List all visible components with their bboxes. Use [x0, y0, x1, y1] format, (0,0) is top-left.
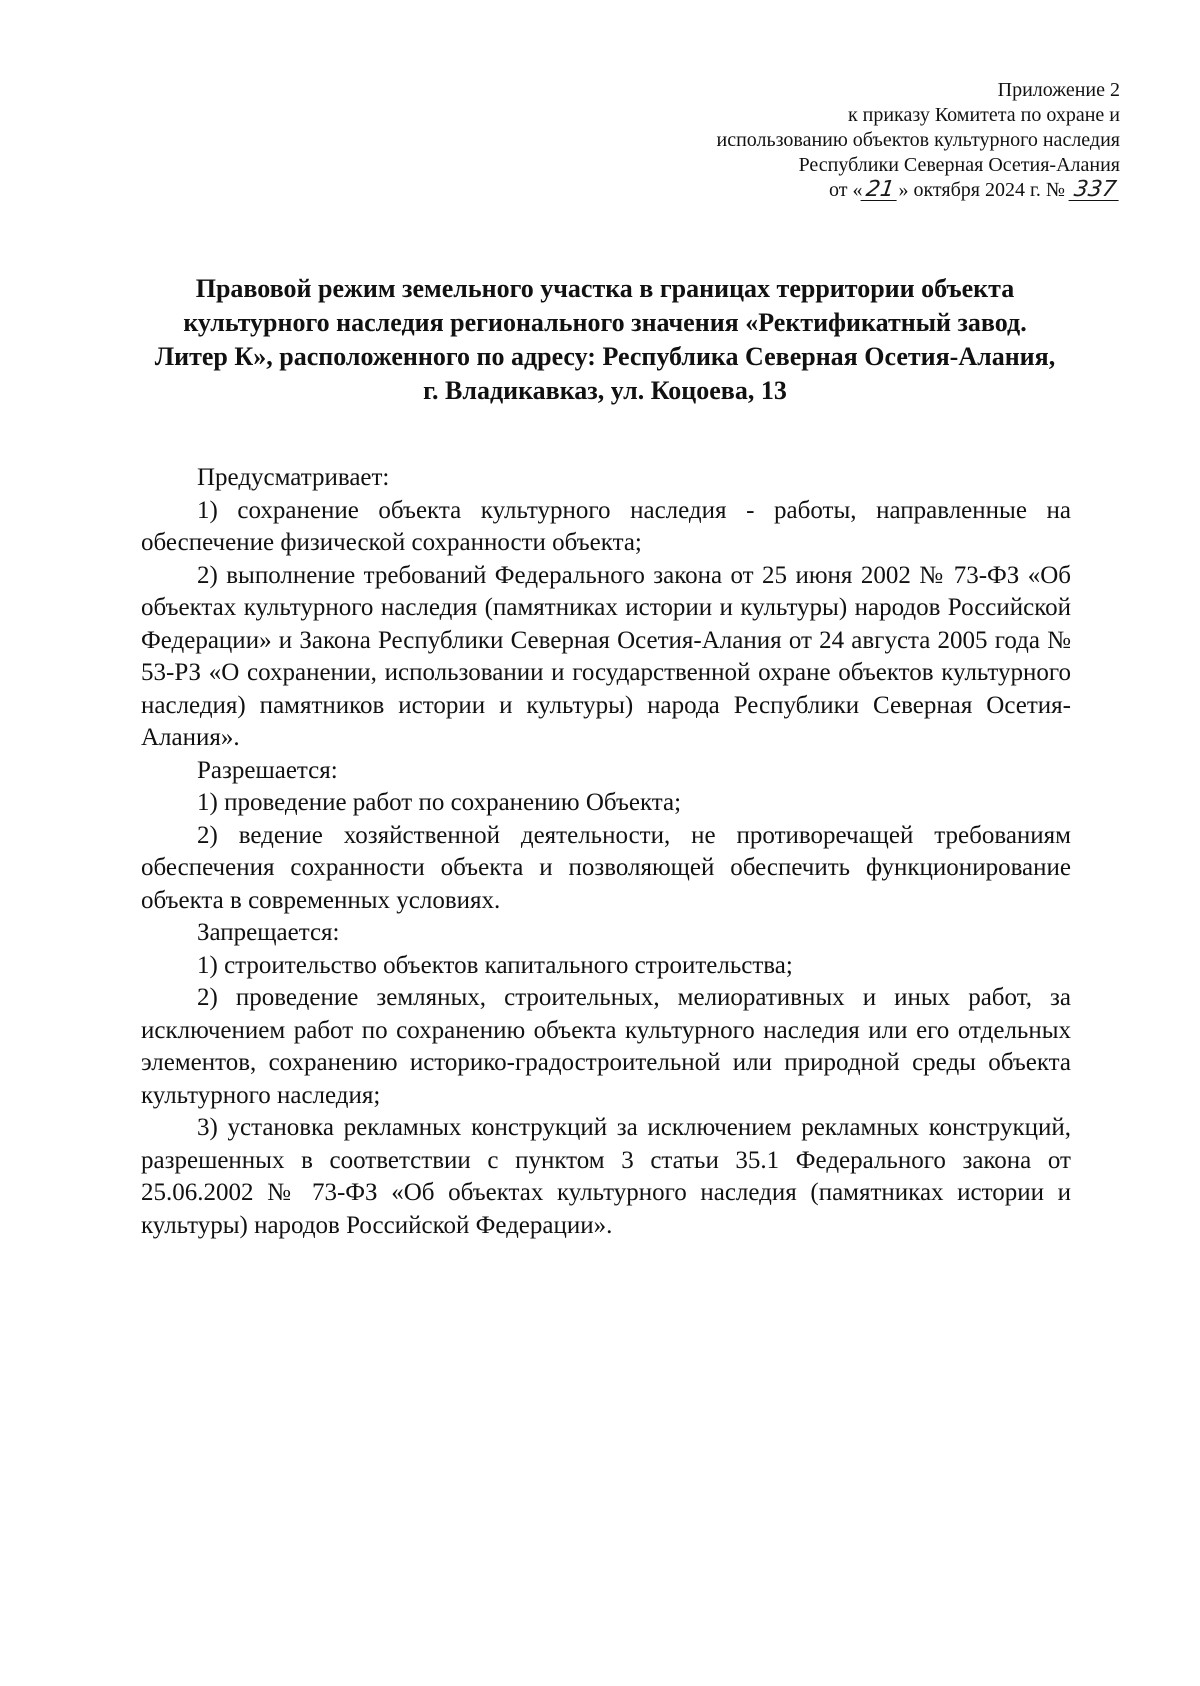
- provides-item-2: 2) выполнение требований Федерального закона от 25 июня 2002 № 73-ФЗ «Об объектах культурного наследия (памятниках истории и культуры) народов Российской Федерации» и Закона Республики Северная Осетия-Алания от 24 августа 2005 года № 53-РЗ «О сохранении, использовании и государственной охране объектов культурного наследия) памятников истории и культуры) народа Республики Северная Осетия-Алания».: [141, 561, 1071, 751]
- forbidden-item-1: 1) строительство объектов капитального строительства;: [197, 951, 793, 979]
- provides-item-1: 1) сохранение объекта культурного наследия - работы, направленные на обеспечение физической сохранности объекта;: [141, 496, 1071, 556]
- appendix-header: [600, 78, 1120, 203]
- forbidden-item-2: 2) проведение земляных, строительных, мелиоративных и иных работ, за исключением работ по сохранению объекта культурного наследия или его отдельных элементов, сохранению историко-градостроительной или природной среды объекта культурного наследия;: [141, 984, 1071, 1109]
- appendix-republic-line: Республики Северная Осетия-Алания: [798, 154, 1120, 176]
- title-line-3: Литер К», расположенного по адресу: Республика Северная Осетия-Алания,: [154, 342, 1056, 371]
- section-heading-provides: Предусматривает:: [197, 464, 390, 491]
- date-prefix: от «: [828, 179, 863, 201]
- document-title: [140, 272, 1070, 408]
- allowed-item-1: 1) проведение работ по сохранению Объекта;: [197, 789, 682, 816]
- handwritten-day: 21: [861, 180, 900, 201]
- appendix-order-line: к приказу Комитета по охране и: [847, 104, 1120, 126]
- section-heading-allowed: Разрешается:: [197, 756, 338, 784]
- document-body: [141, 462, 1071, 1242]
- section-heading-forbidden: Запрещается:: [197, 919, 340, 946]
- title-line-4: г. Владикавказ, ул. Коцоева, 13: [423, 376, 787, 405]
- appendix-date-line: [600, 178, 1120, 203]
- appendix-committee-line: использованию объектов культурного наследия: [716, 129, 1120, 151]
- title-line-2: культурного наследия регионального значения «Ректификатный завод.: [183, 308, 1027, 337]
- title-line-1: Правовой режим земельного участка в границах территории объекта: [195, 274, 1015, 303]
- allowed-item-2: 2) ведение хозяйственной деятельности, не противоречащей требованиям обеспечения сохранности объекта и позволяющей обеспечить функционирование объекта в современных условиях.: [141, 821, 1071, 914]
- date-middle: » октября 2024 г. №: [898, 179, 1065, 201]
- forbidden-item-3: 3) установка рекламных конструкций за исключением рекламных конструкций, разрешенных в соответствии с пунктом 3 статьи 35.1 Федерального закона от 25.06.2002 № 73-ФЗ «Об объектах культурного наследия (памятниках истории и культуры) народов Российской Федерации».: [141, 1114, 1071, 1239]
- handwritten-number: 337: [1069, 180, 1122, 201]
- appendix-title: Приложение 2: [997, 79, 1120, 101]
